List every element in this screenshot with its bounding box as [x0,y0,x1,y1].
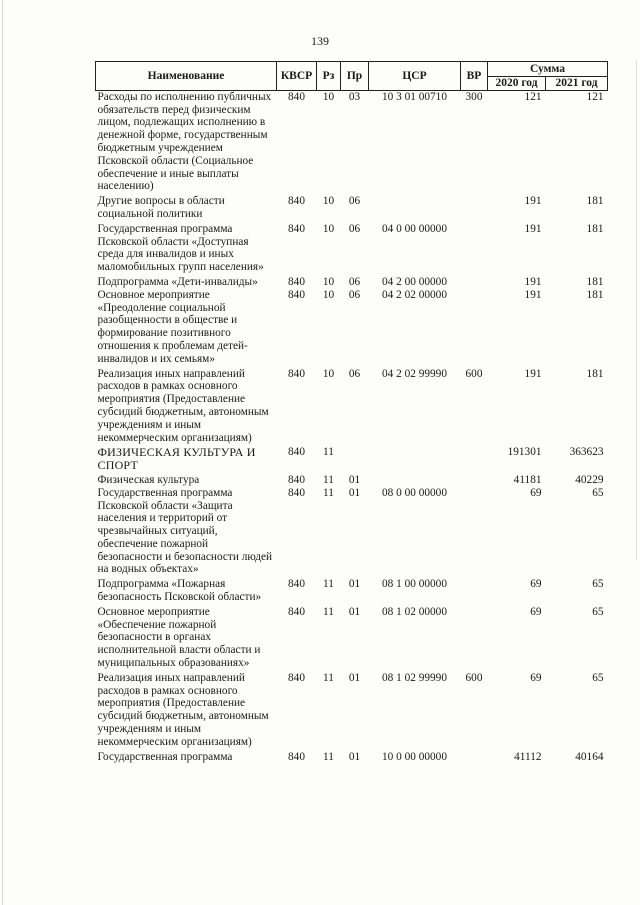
row-rz: 10 [322,90,335,103]
row-name: Подпрограмма «Дети-инвалиды» [97,275,258,288]
row-csr [369,474,461,487]
header-rz: Рз [317,62,341,91]
row-sum-2020: 191 [524,367,542,380]
row-vr [461,223,488,276]
row-kvsr: 840 [288,90,305,103]
row-sum-2020: 41112 [514,750,542,763]
page-number: 139 [311,34,329,48]
row-pr: 06 [348,367,361,380]
row-rz: 10 [322,195,335,208]
header-pr: Пр [341,62,369,91]
table-row [96,487,608,579]
row-csr: 04 2 02 00000 [382,288,447,301]
row-pr [341,446,369,474]
row-kvsr: 840 [288,195,305,208]
row-sum-2020: 191 [524,222,542,235]
row-rz: 11 [323,578,334,591]
row-sum-2021: 65 [592,486,604,499]
row-kvsr: 840 [288,275,305,288]
row-name: Государственная программа [97,750,233,763]
row-csr [369,446,461,474]
row-vr [461,487,488,579]
budget-table [95,61,608,763]
row-name: Основное мероприятие «Обеспечение пожарной безопасности в органах исполнительной власти области и муниципальных образованиях» [97,605,261,670]
row-vr [461,446,488,474]
row-sum-2021: 181 [586,275,604,288]
row-pr: 01 [348,473,361,486]
row-sum-2020: 69 [530,486,542,499]
row-csr: 04 0 00 00000 [382,222,447,235]
header-name: Наименование [96,62,277,91]
row-csr: 04 2 02 99990 [382,367,447,380]
row-vr [461,276,488,289]
row-sum-2020: 121 [524,90,542,103]
row-sum-2021: 181 [586,222,604,235]
row-csr: 10 0 00 00000 [382,750,447,763]
table-row [96,606,608,672]
row-sum-2021: 65 [592,605,604,618]
scan-edge-left [2,0,3,905]
row-sum-2021: 181 [586,367,604,380]
row-kvsr: 840 [288,473,305,486]
row-kvsr: 840 [288,288,305,301]
table-row [96,368,608,447]
row-vr [461,751,488,764]
row-csr: 08 1 00 00000 [382,578,447,591]
table-row [96,289,608,368]
row-pr: 06 [348,288,361,301]
row-sum-2020: 69 [530,578,542,591]
row-vr: 600 [465,671,483,684]
row-name: ФИЗИЧЕСКАЯ КУЛЬТУРА И СПОРТ [97,445,256,473]
row-csr: 08 1 02 00000 [382,605,447,618]
row-rz: 11 [323,446,334,459]
header-sum: Сумма [488,62,608,77]
table-row [96,672,608,751]
row-name: Государственная программа Псковской области «Доступная среда для инвалидов и иных маломобильных групп населения» [97,222,264,274]
row-sum-2021: 181 [586,288,604,301]
row-pr: 01 [348,750,361,763]
table-row [96,223,608,276]
row-pr: 01 [348,578,361,591]
row-pr: 06 [348,195,361,208]
header-csr: ЦСР [369,62,461,91]
row-pr: 01 [348,671,361,684]
row-sum-2021: 181 [586,195,604,208]
row-name: Реализация иных направлений расходов в рамках основного мероприятия (Предоставление субсидий бюджетным, автономным учреждениям и иным некоммерческим организациям) [97,671,269,748]
row-name: Государственная программа Псковской области «Защита населения и территорий от чрезвычайных ситуаций, обеспечение пожарной безопасности и безопасности людей на водных объектах» [97,486,273,576]
row-sum-2020: 191301 [507,446,542,459]
row-vr [461,195,488,223]
table-row [96,195,608,223]
table-header [96,62,608,91]
row-sum-2021: 40229 [575,473,604,486]
row-kvsr: 840 [288,605,305,618]
table-row [96,446,608,474]
row-kvsr: 840 [288,222,305,235]
table-row [96,751,608,764]
row-rz: 11 [323,605,334,618]
row-name: Реализация иных направлений расходов в рамках основного мероприятия (Предоставление субсидий бюджетным, автономным учреждениям и иным некоммерческим организациям) [97,367,269,444]
row-sum-2021: 121 [586,90,604,103]
row-csr [369,195,461,223]
row-pr: 06 [348,275,361,288]
row-kvsr: 840 [288,578,305,591]
header-vr: ВР [461,62,488,91]
row-vr [461,289,488,368]
row-vr [461,606,488,672]
row-sum-2021: 65 [592,578,604,591]
row-rz: 11 [323,486,334,499]
row-rz: 10 [322,275,335,288]
table-row [96,276,608,289]
header-year-2021: 2021 год [546,77,608,91]
row-kvsr: 840 [288,671,305,684]
row-vr: 600 [465,367,483,380]
table-row [96,578,608,606]
row-rz: 11 [323,473,334,486]
row-pr: 01 [348,486,361,499]
row-rz: 11 [323,750,334,763]
row-vr [461,578,488,606]
row-name: Другие вопросы в области социальной политики [97,195,225,220]
row-csr: 04 2 00 00000 [382,275,447,288]
row-csr: 08 1 02 99990 [382,671,447,684]
row-rz: 11 [323,671,334,684]
row-pr: 06 [348,222,361,235]
row-kvsr: 840 [288,446,305,459]
header-kvsr: КВСР [277,62,317,91]
row-csr: 10 3 01 00710 [382,90,447,103]
header-year-2020: 2020 год [488,77,546,91]
budget-table-container [95,61,607,763]
row-rz: 10 [322,288,335,301]
table-row [96,90,608,195]
row-name: Основное мероприятие «Преодоление социальной разобщенности в обществе и формирование позитивного отношения к проблемам детей-инвалидов и их семьям» [97,288,248,365]
row-kvsr: 840 [288,750,305,763]
row-kvsr: 840 [288,486,305,499]
row-name: Подпрограмма «Пожарная безопасность Псковской области» [97,578,262,604]
row-sum-2020: 191 [524,288,542,301]
row-sum-2020: 69 [530,605,542,618]
row-rz: 10 [322,222,335,235]
row-name: Расходы по исполнению публичных обязательств перед физическим лицом, подлежащих исполнению в денежной форме, государственным бюджетным учреждением Псковской области (Социальное обеспечение и иные выплаты населению) [97,90,272,193]
row-csr: 08 0 00 00000 [382,486,447,499]
table-row [96,474,608,487]
row-sum-2021: 40164 [575,750,604,763]
row-sum-2020: 41181 [513,473,542,486]
row-kvsr: 840 [288,367,305,380]
row-pr: 01 [348,605,361,618]
row-sum-2020: 191 [524,275,542,288]
table-body [96,90,608,763]
row-sum-2020: 69 [530,671,542,684]
row-sum-2020: 191 [524,195,542,208]
scan-edge-right [636,60,637,560]
row-sum-2021: 363623 [569,446,604,459]
row-name: Физическая культура [97,473,200,486]
row-pr: 03 [348,90,361,103]
row-vr: 300 [465,90,483,103]
row-rz: 10 [322,367,335,380]
row-vr [461,474,488,487]
row-sum-2021: 65 [592,671,604,684]
